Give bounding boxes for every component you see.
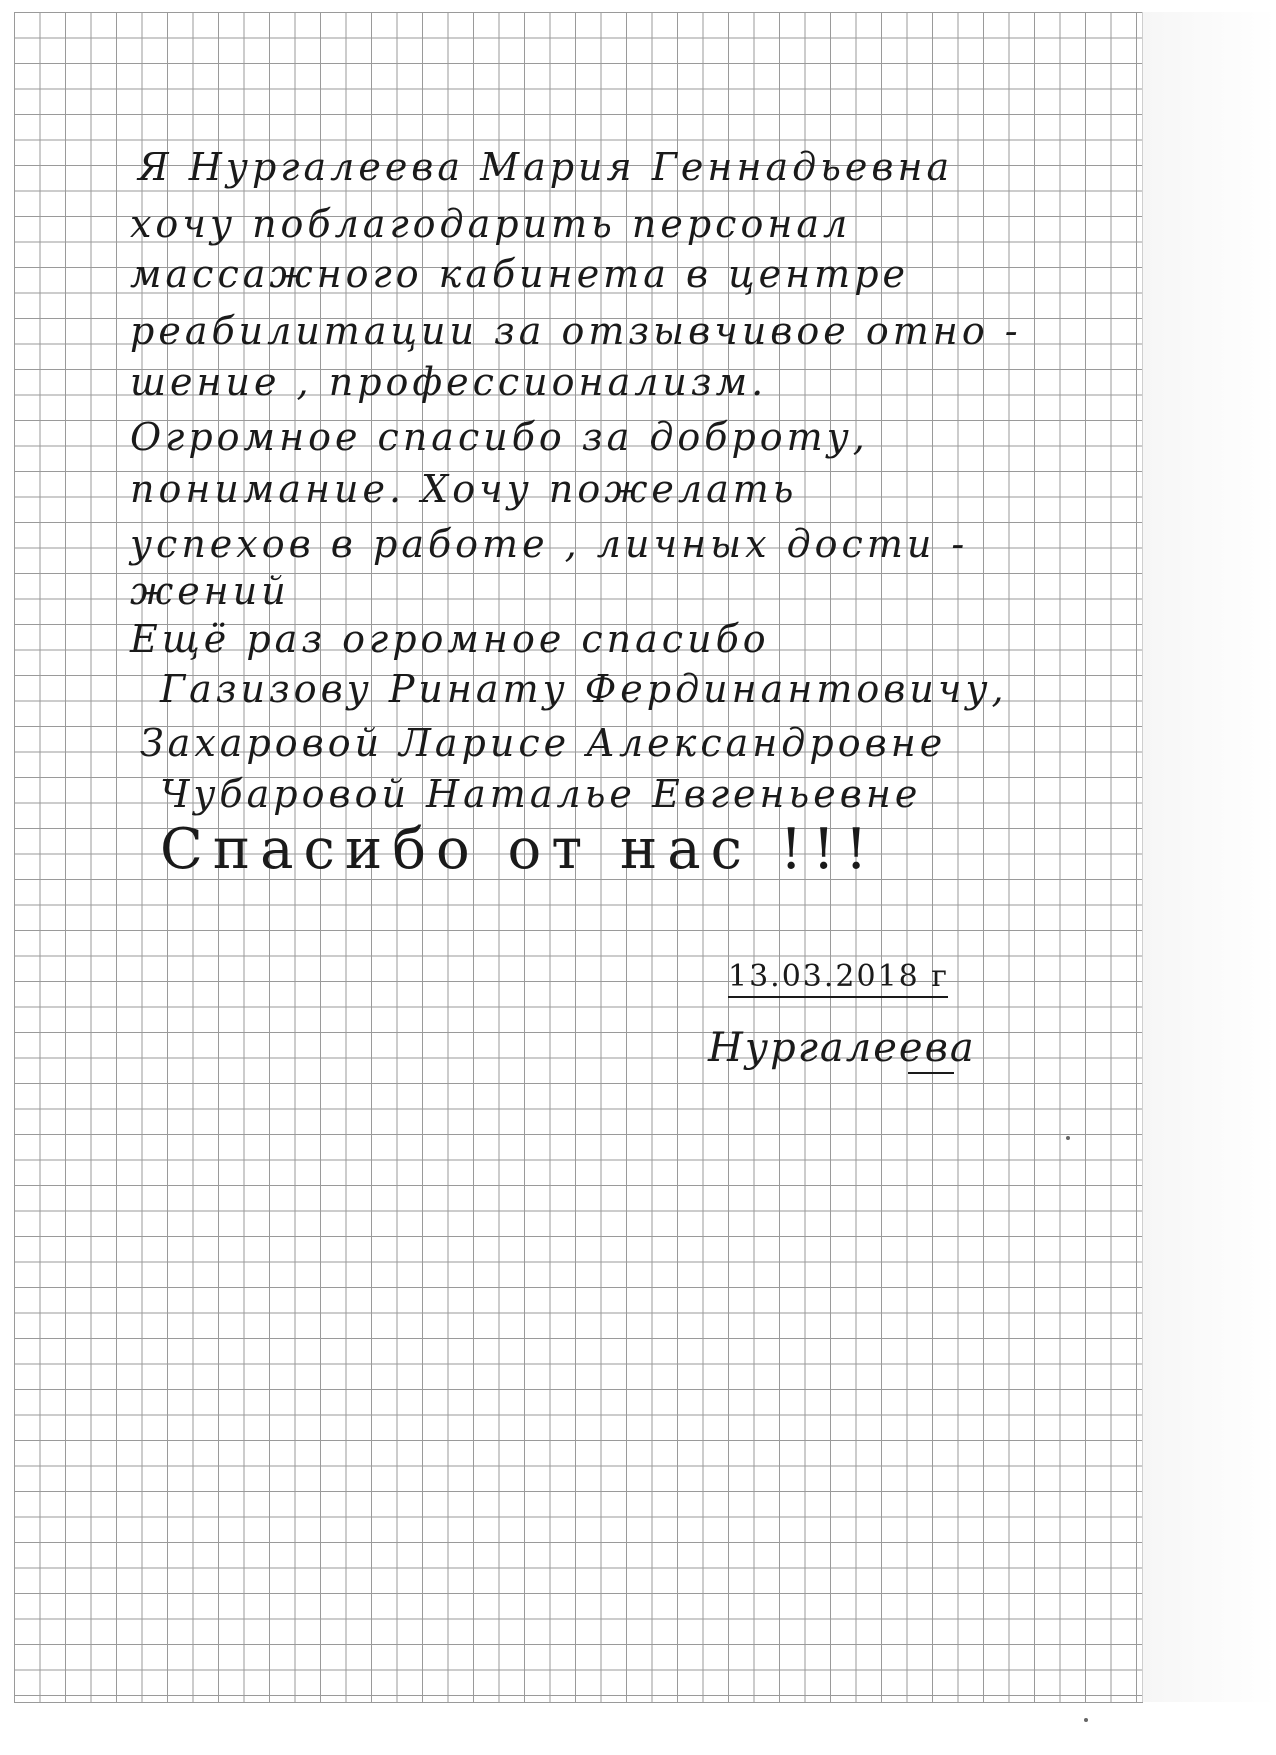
paper-speck bbox=[1066, 1136, 1070, 1140]
letter-line: Я Нургалеева Мария Геннадьевна bbox=[138, 145, 954, 189]
letter-line: Огромное спасибо за доброту, bbox=[130, 415, 869, 459]
letter-date: 13.03.2018 г bbox=[728, 959, 950, 994]
letter-line: понимание. Хочу пожелать bbox=[130, 467, 798, 511]
paper-edge bbox=[1142, 12, 1276, 1702]
letter-line: Ещё раз огромное спасибо bbox=[130, 617, 770, 661]
signature: Нургалеева bbox=[708, 1025, 976, 1071]
paper-speck bbox=[1084, 1718, 1088, 1722]
letter-line: шение , профессионализм. bbox=[130, 360, 768, 404]
letter-line: Газизову Ринату Фердинантовичу, bbox=[160, 667, 1008, 711]
letter-line: массажного кабинета в центре bbox=[130, 252, 910, 296]
date-underline bbox=[728, 996, 948, 998]
closing-thanks: Спасибо от нас !!! bbox=[160, 817, 878, 882]
letter-line: Чубаровой Наталье Евгеньевне bbox=[160, 772, 922, 816]
letter-line: успехов в работе , личных дости - bbox=[130, 522, 969, 566]
letter-line: реабилитации за отзывчивое отно - bbox=[130, 309, 1022, 353]
letter-line: жений bbox=[130, 569, 290, 613]
letter-line: Захаровой Ларисе Александровне bbox=[140, 721, 947, 765]
letter-line: хочу поблагодарить персонал bbox=[130, 202, 852, 246]
signature-underline bbox=[908, 1072, 954, 1074]
